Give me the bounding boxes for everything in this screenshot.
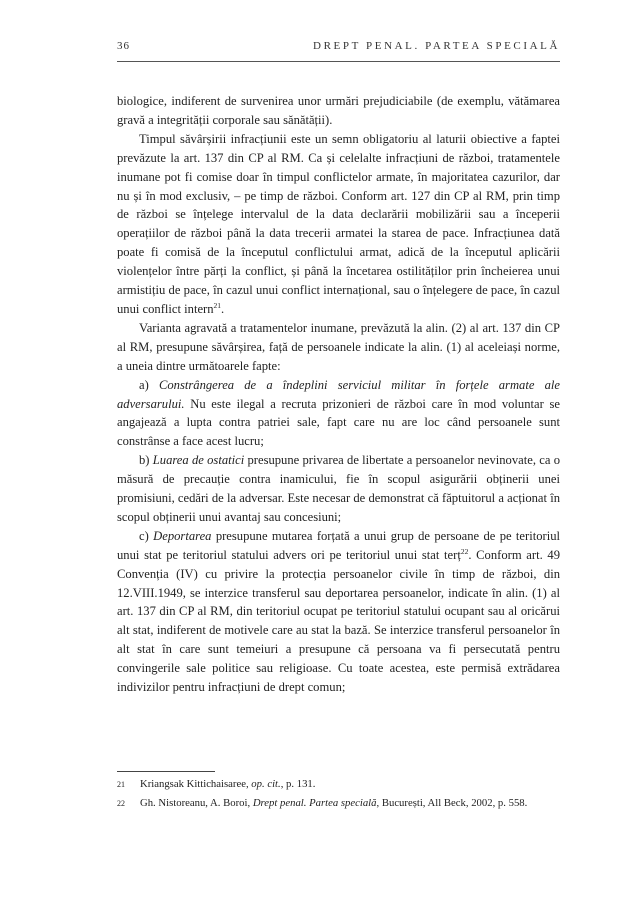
footnote-rule — [117, 771, 215, 772]
term-constrangerea: Constrângerea de a îndeplini serviciul militar în forțele armate ale adversarului. — [117, 377, 560, 411]
list-item-b: b) Luarea de ostatici presupune privarea de libertate a persoanelor nevinovate, ca o măsură de precauție contra inamicului, fie în scopul asigurării obținerii unei promisiuni, cedări de la adversar. Este necesar de demonstrat că făptuitorul a acționat în scopul obținerii unui avantaj sau concesiuni; — [117, 453, 560, 524]
body-text — [117, 92, 560, 697]
list-item-c: c) Deportarea presupune mutarea forțată a unui grup de persoane de pe teritoriul unui stat pe teritoriul statului advers ori pe teritoriul unui stat terț$^{22}$. Conform art. 49 Convenția (IV) cu privire la protecția persoanelor civile în timp de război, din 12.VIII.1949, se interzice transferul sau deportarea persoanelor, indicate în alin. (1) al art. 137 din CP al RM, din teritoriul ocupat pe teritoriul statului ocupant sau al oricărui alt stat, indiferent de motivele care au stat la bază. Se interzice transferul persoanelor în alt stat în care sunt temeiuri a presupune că persoana va fi persecutată pentru convingerile sale politice sau religioase. Cu toate acestea, este permisă extrădarea indivizilor pentru infracțiuni de drept comun; — [117, 528, 561, 695]
page-number: 36 — [117, 40, 130, 52]
term-luarea-de-ostatici: Luarea de ostatici — [152, 453, 245, 468]
footnote-number: 22 — [117, 799, 125, 808]
footnote-22: 22 Gh. Nistoreanu, A. Boroi, Drept penal. Partea specială, București, All Beck, 2002, p. 558. — [117, 795, 560, 812]
paragraph-3: Varianta agravată a tratamentelor inumane, prevăzută la alin. (2) al art. 137 din CP al RM, presupune săvârșirea, față de persoanele indicate la alin. (1) al aceleiași norme, a uneia dintre următoarele fapte: — [117, 320, 560, 373]
footnotes — [117, 776, 560, 814]
paragraph-2: Timpul săvârșirii infracțiunii este un semn obligatoriu al laturii obiective a faptei prevăzute la art. 137 din CP al RM. Ca și celelalte infracțiuni de război, tratamentele inumane pot fi comise doar în timpul conflictelor armate, în majoritatea cazurilor, dar nu și în mod exclusiv, – pe timp de război. Conform art. 127 din CP al RM, prin timp de război se înțelege intervalul de la data declarării mobilizării sau a începerii operațiilor de război până la data trecerii armatei la starea de pace. Infracțiunea dată poate fi comisă de la începutul conflictului armat, adică de la începutul aplicării violențelor între părți la conflict, și până la încetarea ostilităților prin încheierea unui armistițiu de pace, în cazul unui conflict internațional, sau o înțelegere de pace, în cazul unui conflict intern$^{21}$. — [117, 131, 560, 316]
running-header — [117, 40, 560, 60]
paragraph-1: biologice, indiferent de survenirea unor urmări prejudiciabile (de exemplu, vătămarea gravă a integrității corporale sau sănătății). — [117, 94, 560, 127]
footnote-21: 21 Kriangsak Kittichaisaree, op. cit., p. 131. — [117, 776, 560, 793]
header-rule — [117, 61, 560, 62]
list-item-a: a) Constrângerea de a îndeplini serviciul militar în forțele armate ale adversarului. Nu este ilegal a recruta prizonieri de război care în mod voluntar se angajează a lupta contra patriei sale, fapt care nu are loc când persoanele sunt constrânse a face acest lucru; — [117, 377, 560, 449]
footnote-ref-21[interactable]: 21 — [213, 300, 222, 310]
footnote-number: 21 — [117, 780, 125, 789]
term-deportarea: Deportarea — [153, 528, 212, 543]
footnote-ref-22[interactable]: 22 — [460, 546, 469, 556]
running-title: DREPT PENAL. PARTEA SPECIALĂ — [313, 40, 560, 52]
